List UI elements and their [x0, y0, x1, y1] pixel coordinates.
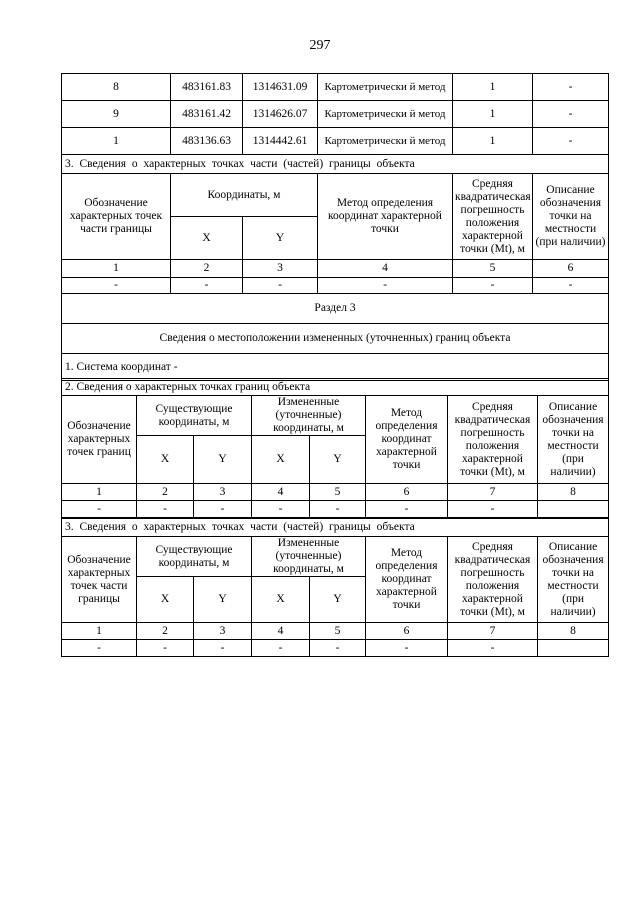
coord-y: 1314626.07 — [243, 101, 318, 128]
part3-title: 3. Сведения о характерных точках части (частей) границы объекта — [62, 155, 609, 174]
col-num: 8 — [538, 623, 609, 640]
header-y: Y — [310, 577, 366, 623]
col-num: 3 — [243, 260, 318, 278]
cell: - — [252, 640, 310, 657]
header-x: X — [252, 436, 310, 484]
coord-y: 1314442.61 — [243, 128, 318, 155]
points-title: 2. Сведения о характерных точках границ объекта — [62, 379, 609, 396]
header-description: Описание обозначения точки на местности (при наличии) — [538, 537, 609, 623]
col-num: 8 — [538, 484, 609, 501]
description: - — [533, 101, 609, 128]
point-number: 8 — [62, 74, 171, 101]
col-num: 6 — [533, 260, 609, 278]
header-x: X — [137, 577, 194, 623]
col-num: 3 — [194, 484, 252, 501]
cell: - — [137, 640, 194, 657]
header-method: Метод определения координат характерной точки — [318, 174, 453, 260]
cell: - — [171, 278, 243, 294]
header-mt: Средняя квадратическая погрешность положения характерной точки (Mt), м — [453, 174, 533, 260]
header-coords: Координаты, м — [171, 174, 318, 217]
col-num: 1 — [62, 260, 171, 278]
column-numbers-row — [62, 484, 609, 501]
mt-value: 1 — [453, 74, 533, 101]
method: Картометрически й метод — [318, 128, 453, 155]
header-description: Описание обозначения точки на местности (при наличии) — [533, 174, 609, 260]
section3-subtitle: Сведения о местоположении измененных (уточненных) границ объекта — [62, 324, 609, 354]
header-mt: Средняя квадратическая погрешность положения характерной точки (Mt), м — [448, 537, 538, 623]
mt-value: 1 — [453, 128, 533, 155]
col-num: 4 — [252, 484, 310, 501]
header-existing: Существующие координаты, м — [137, 396, 252, 436]
header-x: X — [171, 217, 243, 260]
col-num: 1 — [62, 623, 137, 640]
col-num: 1 — [62, 484, 137, 501]
cell: - — [194, 640, 252, 657]
cell: - — [62, 501, 137, 518]
col-num: 2 — [137, 623, 194, 640]
cell: - — [366, 640, 448, 657]
table-row — [62, 74, 609, 101]
cell: - — [243, 278, 318, 294]
cell: - — [310, 501, 366, 518]
description: - — [533, 74, 609, 101]
cell: - — [448, 501, 538, 518]
method: Картометрически й метод — [318, 74, 453, 101]
coord-x: 483136.63 — [171, 128, 243, 155]
cell: - — [194, 501, 252, 518]
cell: - — [318, 278, 453, 294]
header-y: Y — [194, 577, 252, 623]
coord-x: 483161.42 — [171, 101, 243, 128]
point-number: 1 — [62, 128, 171, 155]
header-changed: Измененные (уточненные) координаты, м — [252, 537, 366, 577]
empty-data-row — [62, 278, 609, 294]
col-num: 5 — [310, 623, 366, 640]
header-x: X — [252, 577, 310, 623]
header-y: Y — [243, 217, 318, 260]
header-description: Описание обозначения точки на местности (при наличии) — [538, 396, 609, 484]
cell — [538, 640, 609, 657]
col-num: 6 — [366, 484, 448, 501]
cell — [538, 501, 609, 518]
section3-part3-table — [61, 518, 609, 657]
header-designation: Обозначение характерных точек части границы — [62, 537, 137, 623]
column-numbers-row — [62, 623, 609, 640]
col-num: 4 — [318, 260, 453, 278]
col-num: 4 — [252, 623, 310, 640]
col-num: 2 — [171, 260, 243, 278]
column-numbers-row — [62, 260, 609, 278]
cell: - — [310, 640, 366, 657]
mt-value: 1 — [453, 101, 533, 128]
page-number: 297 — [309, 38, 331, 53]
table-row — [62, 101, 609, 128]
col-num: 5 — [453, 260, 533, 278]
header-changed: Измененные (уточненные) координаты, м — [252, 396, 366, 436]
col-num: 5 — [310, 484, 366, 501]
header-y: Y — [310, 436, 366, 484]
cell: - — [453, 278, 533, 294]
empty-data-row — [62, 640, 609, 657]
col-num: 3 — [194, 623, 252, 640]
coord-y: 1314631.09 — [243, 74, 318, 101]
method: Картометрически й метод — [318, 101, 453, 128]
cell: - — [366, 501, 448, 518]
header-designation: Обозначение характерных точек части границы — [62, 174, 171, 260]
header-x: X — [137, 436, 194, 484]
header-method: Метод определения координат характерной точки — [366, 396, 448, 484]
col-num: 7 — [448, 623, 538, 640]
col-num: 6 — [366, 623, 448, 640]
cell: - — [137, 501, 194, 518]
empty-data-row — [62, 501, 609, 518]
section3-points-table — [61, 378, 609, 518]
section2-and-part3-table — [61, 73, 609, 381]
header-mt: Средняя квадратическая погрешность положения характерной точки (Mt), м — [448, 396, 538, 484]
cell: - — [252, 501, 310, 518]
cell: - — [62, 278, 171, 294]
col-num: 2 — [137, 484, 194, 501]
coordinate-system: 1. Система координат - — [62, 354, 609, 381]
cell: - — [62, 640, 137, 657]
header-y: Y — [194, 436, 252, 484]
point-number: 9 — [62, 101, 171, 128]
header-method: Метод определения координат характерной точки — [366, 537, 448, 623]
header-designation: Обозначение характерных точек границ — [62, 396, 137, 484]
cell: - — [533, 278, 609, 294]
cell: - — [448, 640, 538, 657]
coord-x: 483161.83 — [171, 74, 243, 101]
section3-title: Раздел 3 — [62, 294, 609, 324]
table-row — [62, 128, 609, 155]
header-existing: Существующие координаты, м — [137, 537, 252, 577]
description: - — [533, 128, 609, 155]
part3-title: 3. Сведения о характерных точках части (частей) границы объекта — [62, 519, 609, 537]
col-num: 7 — [448, 484, 538, 501]
